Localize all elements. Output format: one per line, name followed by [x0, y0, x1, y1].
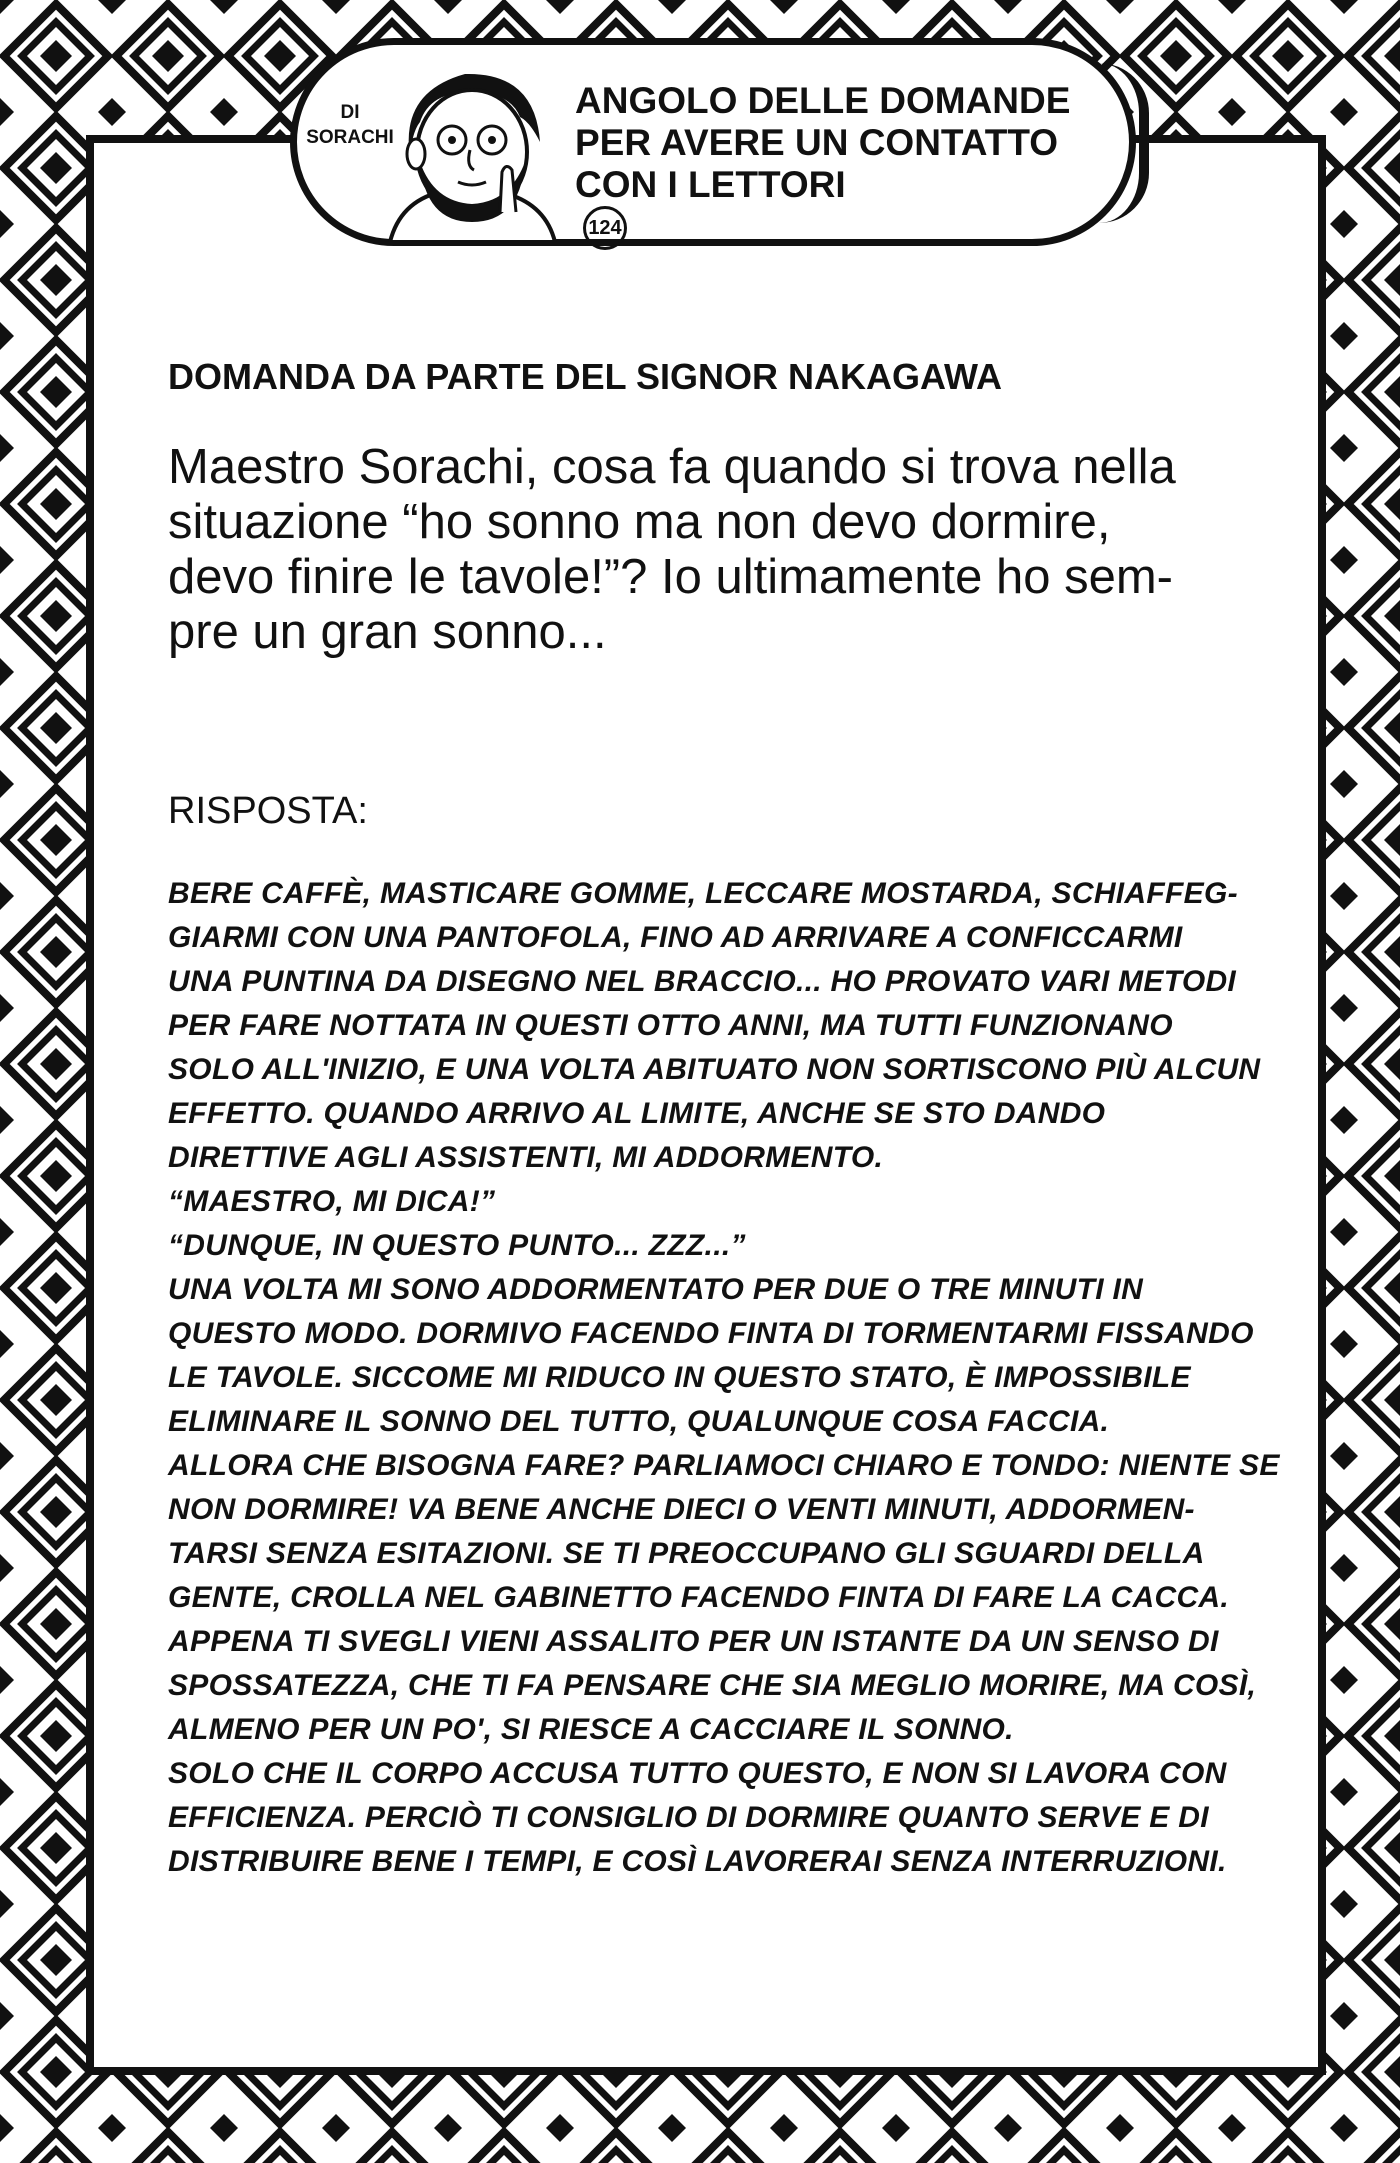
answer-text: [168, 872, 1308, 1884]
question-heading: DOMANDA DA PARTE DEL SIGNOR NAKAGAWA: [168, 356, 1003, 397]
header-title: [575, 80, 1115, 250]
answer-line: NON DORMIRE! VA BENE ANCHE DIECI O VENTI MINUTI, ADDORMEN-: [168, 1493, 1195, 1526]
answer-line: ALLORA CHE BISOGNA FARE? PARLIAMOCI CHIARO E TONDO: NIENTE SE: [168, 1449, 1280, 1482]
answer-line: EFFICIENZA. PERCIÒ TI CONSIGLIO DI DORMIRE QUANTO SERVE E DI: [168, 1801, 1209, 1834]
question-text: [168, 440, 1288, 660]
header-title-line-3: [575, 164, 1115, 250]
answer-line: GENTE, CROLLA NEL GABINETTO FACENDO FINTA DI FARE LA CACCA.: [168, 1581, 1230, 1614]
answer-line: APPENA TI SVEGLI VIENI ASSALITO PER UN ISTANTE DA UN SENSO DI: [168, 1625, 1219, 1658]
answer-line: “MAESTRO, MI DICA!”: [168, 1185, 496, 1218]
answer-line: ELIMINARE IL SONNO DEL TUTTO, QUALUNQUE COSA FACCIA.: [168, 1405, 1110, 1438]
answer-line: BERE CAFFÈ, MASTICARE GOMME, LECCARE MOSTARDA, SCHIAFFEG-: [168, 877, 1238, 910]
answer-line: DISTRIBUIRE BENE I TEMPI, E COSÌ LAVORERAI SENZA INTERRUZIONI.: [168, 1845, 1227, 1878]
author-prefix: DI: [340, 102, 360, 123]
answer-line: TARSI SENZA ESITAZIONI. SE TI PREOCCUPANO GLI SGUARDI DELLA: [168, 1537, 1205, 1570]
question-line: situazione “ho sonno ma non devo dormire,: [168, 495, 1111, 549]
answer-line: SOLO ALL'INIZIO, E UNA VOLTA ABITUATO NON SORTISCONO PIÙ ALCUN: [168, 1053, 1261, 1086]
answer-line: QUESTO MODO. DORMIVO FACENDO FINTA DI TORMENTARMI FISSANDO: [168, 1317, 1254, 1350]
author-caricature-icon: [370, 62, 570, 242]
answer-line: GIARMI CON UNA PANTOFOLA, FINO AD ARRIVARE A CONFICCARMI: [168, 921, 1183, 954]
header-title-line-1: ANGOLO DELLE DOMANDE: [575, 80, 1071, 121]
issue-number-badge: 124: [583, 206, 627, 250]
question-line: Maestro Sorachi, cosa fa quando si trova nella: [168, 440, 1176, 494]
header-title-line-3-text: CON I LETTORI: [575, 164, 846, 205]
answer-line: EFFETTO. QUANDO ARRIVO AL LIMITE, ANCHE SE STO DANDO: [168, 1097, 1106, 1130]
answer-line: UNA VOLTA MI SONO ADDORMENTATO PER DUE O TRE MINUTI IN: [168, 1273, 1144, 1306]
answer-line: UNA PUNTINA DA DISEGNO NEL BRACCIO... HO PROVATO VARI METODI: [168, 965, 1237, 998]
answer-line: SPOSSATEZZA, CHE TI FA PENSARE CHE SIA MEGLIO MORIRE, MA COSÌ,: [168, 1669, 1257, 1702]
author-name: SORACHI: [306, 127, 394, 148]
header-title-line-2: PER AVERE UN CONTATTO: [575, 122, 1059, 163]
answer-line: PER FARE NOTTATA IN QUESTI OTTO ANNI, MA TUTTI FUNZIONANO: [168, 1009, 1173, 1042]
answer-label: RISPOSTA:: [168, 790, 368, 832]
answer-line: “DUNQUE, IN QUESTO PUNTO... ZZZ...”: [168, 1229, 746, 1262]
answer-line: DIRETTIVE AGLI ASSISTENTI, MI ADDORMENTO.: [168, 1141, 884, 1174]
answer-line: SOLO CHE IL CORPO ACCUSA TUTTO QUESTO, E NON SI LAVORA CON: [168, 1757, 1227, 1790]
question-line: devo finire le tavole!”? Io ultimamente ho sem-: [168, 550, 1173, 604]
answer-line: LE TAVOLE. SICCOME MI RIDUCO IN QUESTO STATO, È IMPOSSIBILE: [168, 1361, 1191, 1394]
question-line: pre un gran sonno...: [168, 605, 607, 659]
answer-line: ALMENO PER UN PO', SI RIESCE A CACCIARE IL SONNO.: [168, 1713, 1014, 1746]
